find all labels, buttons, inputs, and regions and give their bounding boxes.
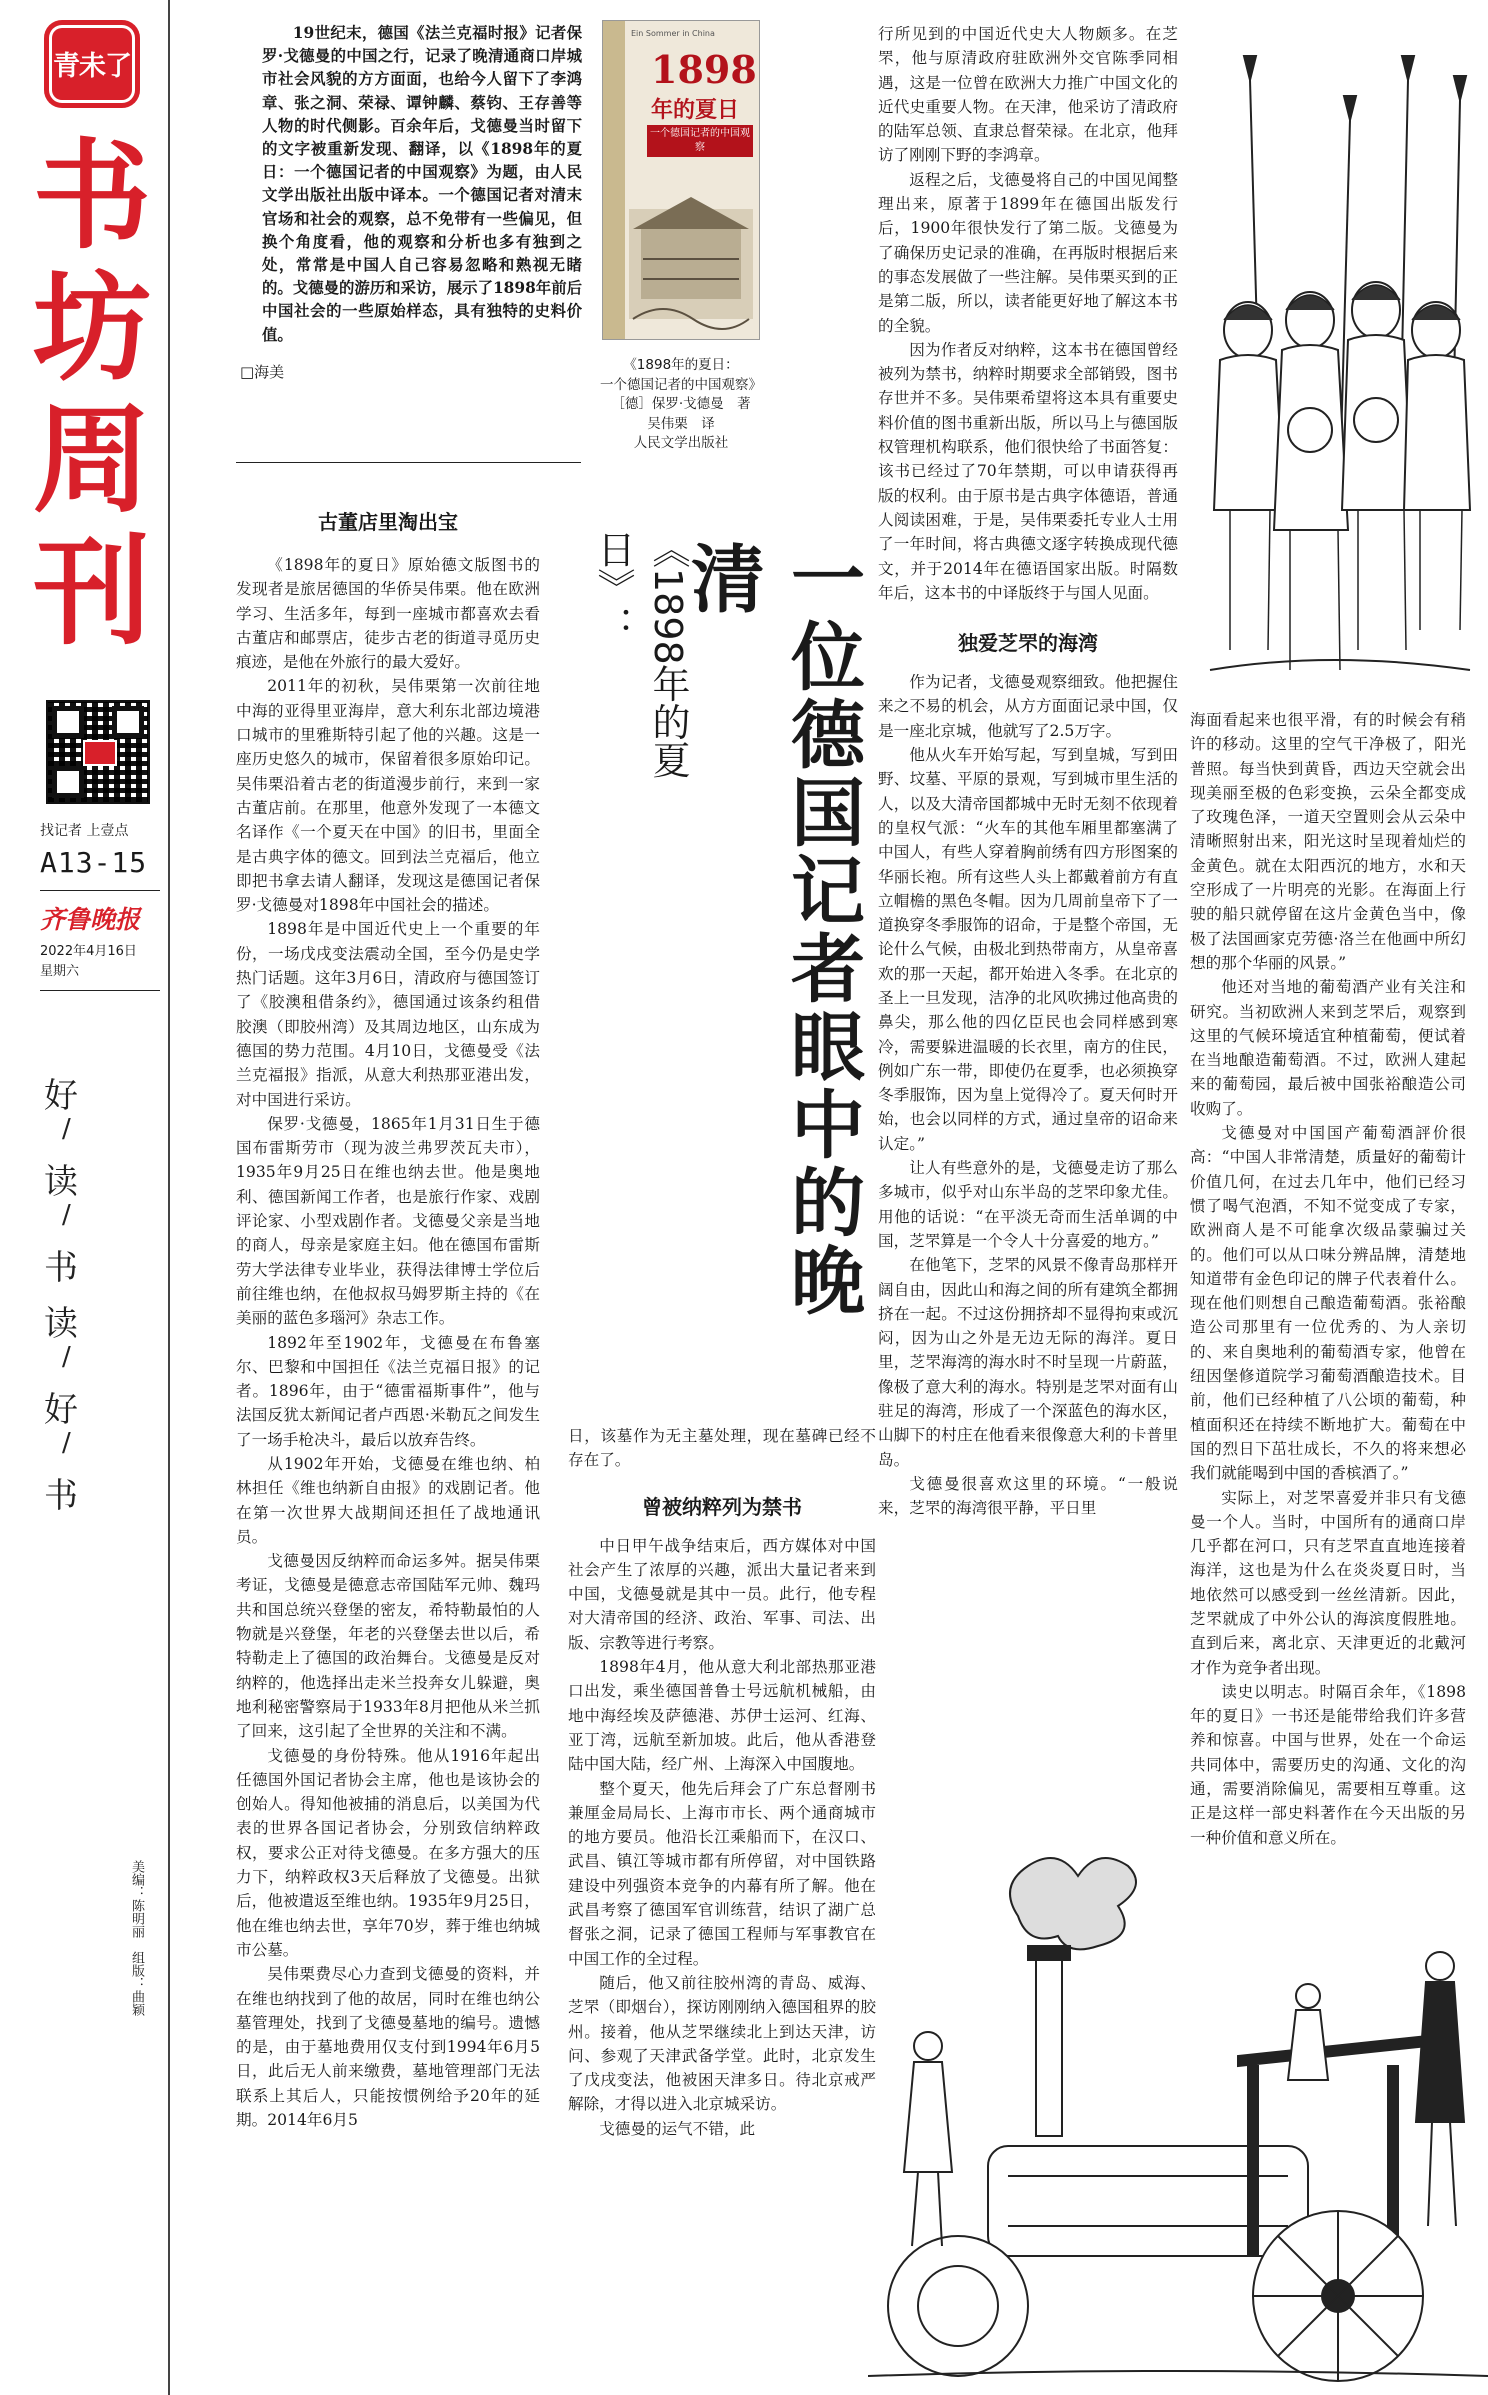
section-2-heading: 曾被纳粹列为禁书 (642, 1494, 802, 1519)
paragraph: 戈德曼的运气不错，此 (599, 2119, 756, 2138)
section-title-char: 坊 (32, 259, 151, 397)
section-2-body (568, 1534, 876, 2141)
section-4-heading: 独爱芝罘的海湾 (958, 631, 1098, 656)
page-range: A13-15 (40, 846, 148, 879)
book-caption-title: 《1898年的夏日： (623, 357, 739, 373)
paragraph: 实际上，对芝罘喜爱并非只有戈德曼一个人。当时，中国所有的通商口岸几乎都在河口，只有芝罘直直地连接着海洋，这也是为什么在炎炎夏日时，当地依然可以感受到一丝丝清新。因此，芝罘就成了中外公认的海滨度假胜地。直到后来，离北京、天津更近的北戴河才作为竞争者出现。 (1190, 1488, 1466, 1677)
section-title-char: 书 (32, 127, 151, 265)
book-cover-tagline: 一个德国记者的中国观察 (647, 125, 753, 157)
intro-text: 19世纪末，德国《法兰克福时报》记者保罗·戈德曼的中国之行，记录了晚清通商口岸城市社会风貌的方方面面，也给今人留下了李鸿章、张之洞、荣禄、谭钟麟、蔡钧、王存善等人物的时代侧影。百余年后，戈德曼当时留下的文字被重新发现、翻译，以《1898年的夏日：一个德国记者的中国观察》为题，由人民文学出版社出版中译本。一个德国记者对清末官场和社会的观察，总不免带有一些偏见，但换个角度看，他的观察和分析也多有独到之处，常常是中国人自己容易忽略和熟视无睹的。戈德曼的游历和采访，展示了1898年前后中国社会的一些原始样态，具有独特的史料价值。 (262, 24, 582, 344)
paragraph: 中日甲午战争结束后，西方媒体对中国社会产生了浓厚的兴趣，派出大量记者来到中国，戈德曼就是其中一员。此行，他专程对大清帝国的经济、政治、军事、司法、出版、宗教等进行考察。 (568, 1536, 876, 1652)
slogan-sep: / (62, 1342, 71, 1372)
intro (240, 22, 582, 382)
paragraph: 让人有些意外的是，戈德曼走访了那么多城市，似乎对山东半岛的芝罘印象尤佳。用他的话说：“在平淡无奇而生活单调的中国，芝罘算是一个令人十分喜爱的地方。” (878, 1159, 1178, 1250)
paragraph: 1898年4月，他从意大利北部热那亚港口出发，乘坐德国普鲁士号远航机械船，由地中海经埃及萨德港、苏伊士运河、红海、亚丁湾，远航至新加坡。此后，他从香港登陆中国大陆，经广州、上海深入中国腹地。 (568, 1658, 876, 1774)
slogan (44, 1068, 124, 1514)
paragraph: 海面看起来也很平滑，有的时候会有稍许的移动。这里的空气干净极了，阳光普照。每当快到黄昏，西边天空就会出现美丽至极的色彩变换，云朵全都变成了玫瑰色泽，一道天空置则会从云朵中清晰照射出来，阳光这时呈现着灿烂的金黄色。就在太阳西沉的地方，水和天空形成了一片明亮的光影。在海面上行驶的船只就停留在这片金黄色当中，像极了法国画家克劳德·洛兰在他画中所幻想的那个华丽的风景。” (1190, 711, 1466, 972)
paragraph: 因为作者反对纳粹，这本书在德国曾经被列为禁书，纳粹时期要求全部销毁，图书存世并不多。吴伟栗希望将这本具有重要史料价值的图书重新出版，所以马上与德国版权管理机构联系，他们很快给了书面答复：该书已经过了70年禁期，可以申请获得再版的权利。由于原书是古典字体德语，普通人阅读困难，于是，吴伟栗委托专业人士用了一年时间，将古典德文逐字转换成现代德文，并于2014年在德语国家出版。时隔数年后，这本书的中译版终于与国人见面。 (878, 340, 1178, 602)
slogan-char: 书 (44, 1476, 78, 1516)
section-1-heading: 古董店里淘出宝 (318, 510, 458, 534)
slogan-char: 读 (44, 1162, 78, 1202)
paragraph: 1898年是中国近代史上一个重要的年份，一场戊戌变法震动全国，至今仍是史学热门话题。这年3月6日，清政府与德国签订了《胶澳租借条约》，德国通过该条约租借胶澳（即胶州湾）及其周边地区，山东成为德国的势力范围。4月10日，戈德曼受《法兰克福报》指派，从意大利热那亚港出发，对中国进行采访。 (236, 920, 540, 1109)
headline-kicker: 《1898年的夏日》： (591, 530, 690, 779)
book-caption-subtitle: 一个德国记者的中国观察》 (600, 376, 762, 393)
slogan-char: 好 (44, 1076, 78, 1116)
paragraph: 作为记者，戈德曼观察细致。他把握住来之不易的机会，从方方面面记录中国，仅是一座北京城，他就写了2.5万字。 (878, 673, 1178, 740)
section-title-char: 刊 (32, 523, 151, 661)
paragraph: 戈德曼很喜欢这里的环境。“一般说来，芝罘的海湾很平静，平日里 (878, 1474, 1178, 1518)
qr-code[interactable] (46, 700, 150, 804)
book-caption-translator: 吴伟栗 译 (647, 415, 715, 432)
book-caption (598, 356, 764, 454)
slogan-char: 读 (44, 1304, 78, 1344)
intro-author: □海美 (240, 362, 285, 381)
section-4-body (878, 670, 1178, 1520)
section-title-char: 周 (32, 391, 151, 529)
paragraph: 整个夏天，他先后拜会了广东总督刚书兼厘金局局长、上海市市长、两个通商城市的地方要员。他沿长江乘船而下，在汉口、武昌、镇江等城市都有所停留，对中国铁路建设中列强资本竞争的内幕有所了解。他在武昌考察了德国军官训练营，结识了湖广总督张之洞，记录了德国工程师与军事教官在中国工作的全过程。 (568, 1779, 876, 1968)
section-1 (236, 478, 540, 2132)
paper-name: 齐鲁晚报 (40, 905, 141, 934)
book-cover-subtitle: 年的夏日 (651, 98, 740, 123)
book-caption-author: ［德］保罗·戈德曼 著 (611, 396, 751, 412)
app-logo-text: 青未了 (53, 51, 131, 82)
slogan-char: 好 (44, 1390, 78, 1430)
issue-date: 2022年4月16日 (40, 944, 137, 959)
app-logo[interactable] (44, 20, 140, 108)
paragraph: 随后，他又前往胶州湾的青岛、威海、芝罘（即烟台），探访刚刚纳入德国租界的胶州。接着，他从芝罘继续北上到达天津，访问、参观了天津武备学堂。此时，北京发生了戊戌变法，他被困天津多日。待北京戒严解除，才得以进入北京城采访。 (568, 1973, 876, 2114)
masthead (0, 0, 168, 2395)
paragraph: 从1902年开始，戈德曼在维也纳、柏林担任《维也纳新自由报》的戏剧记者。他在第一次世界大战期间还担任了战地通讯员。 (236, 1454, 540, 1546)
paragraph: 返程之后，戈德曼将自己的中国见闻整理出来，原著于1899年在德国出版发行后，1900年很快发行了第二版。戈德曼为了确保历史记录的准确，在再版时根据后来的事态发展做了一些注解。吴伟栗买到的正是第二版，所以，读者能更好地了解这本书的全貌。 (878, 170, 1178, 335)
book-cover-german: Ein Sommer in China (631, 29, 715, 38)
paragraph: 行所见到的中国近代史大人物颇多。在芝罘，他与原清政府驻欧洲外交官陈季同相遇，这是一位曾在欧洲大力推广中国文化的近代史重要人物。在天津，他采访了清政府的陆军总领、直隶总督荣禄。在北京，他拜访了刚刚下野的李鸿章。 (878, 25, 1178, 165)
section-3-body (878, 22, 1178, 605)
paragraph: 在他笔下，芝罘的风景不像青岛那样开阔自由，因此山和海之间的所有建筑全都拥挤在一起。不过这份拥挤却不显得拘束或沉闷，因为山之外是无边无际的海洋。夏日里，芝罘海湾的海水时不时呈现一片蔚蓝，像极了意大利的海水。特别是芝罘对面有山驻足的海湾，形成了一个深蓝色的海水区，山脚下的村庄在他看来很像意大利的卡普里岛。 (878, 1256, 1178, 1469)
headline-main: 一位德国记者眼中的晚清 (679, 540, 865, 1320)
book-caption-publisher: 人民文学出版社 (633, 435, 729, 451)
editor-credits: 美编：陈明丽 组版：曲颖 (129, 1860, 144, 2016)
qr-caption: 找记者 上壹点 (40, 823, 129, 839)
paragraph: 保罗·戈德曼，1865年1月31日生于德国布雷斯劳市（现为波兰弗罗茨瓦夫市），1935年9月25日在维也纳去世。他是奥地利、德国新闻工作者，也是旅行作家、戏剧评论家、小型戏剧作者。戈德曼父亲是当地的商人，母亲是家庭主妇。他在德国布雷斯劳大学法律专业毕业，获得法律博士学位后前往维也纳，在他叔叔马姆罗斯主持的《在美丽的蓝色多瑙河》杂志工作。 (236, 1114, 540, 1328)
paragraph: 吴伟栗费尽心力查到戈德曼的资料，并在维也纳找到了他的故居，同时在维也纳公墓管理处，找到了戈德曼墓地的编号。遗憾的是，由于墓地费用仅支付到1994年6月5日，此后无人前来缴费，墓地管理部门无法联系上其后人，只能按惯例给予20年的延期。2014年6月5 (236, 1965, 540, 2129)
section-5 (1190, 708, 1466, 1850)
paragraph: 《1898年的夏日》原始德文版图书的发现者是旅居德国的华侨吴伟栗。他在欧洲学习、生活多年，每到一座城市都喜欢去看古董店和邮票店，徒步古老的街道寻觅历史痕迹，是他在外旅行的最大爱好。 (236, 556, 540, 672)
paragraph: 他还对当地的葡萄酒产业有关注和研究。当初欧洲人来到芝罘后，观察到这里的气候环境适宜种植葡萄，便试着在当地酿造葡萄酒。不过，欧洲人建起来的葡萄园，最后被中国张裕酿造公司收购了。 (1190, 978, 1466, 1118)
slogan-sep: / (62, 1428, 71, 1458)
section-title (30, 127, 154, 661)
paragraph: 戈德曼对中国国产葡萄酒評价很高：“中国人非常清楚，质量好的葡萄计价值几何，在过去几年中，他们已经习惯了喝气泡酒，不知不觉变成了专家，欧洲商人是不可能拿次级品蒙骗过关的。他们可以从口味分辨品牌，清楚地知道带有金色印记的牌子代表着什么。现在他们则想自己酿造葡萄酒。张裕酿造公司那里有一位优秀的、为人亲切的、来自奥地利的葡萄酒专家，他曾在纽因堡修道院学习葡萄酒酿造技术。目前，他们已经种植了八公顷的葡萄，种植面积还在持续不断地扩大。葡萄在中国的烈日下茁壮成长，不久的将来想必我们就能喝到中国的香槟酒了。” (1190, 1124, 1466, 1483)
paragraph: 他从火车开始写起，写到皇城，写到田野、坟墓、平原的景观，写到城市里生活的人，以及大清帝国都城中无时无刻不依现着的皇权气派：“火车的其他车厢里都塞满了中国人，有些人穿着胸前绣有四方形图案的华丽长袍。所有这些人头上都戴着前方有直立帽檐的黑色冬帽。因为几周前皇帝下了一道换穿冬季服饰的诏命，于是整个帝国，无论什么气候，由极北到热带南方，从皇帝喜欢的那一天起，都开始进入冬季。在北京的圣上一旦发现，洁净的北风吹拂过他高贵的鼻尖，那么他的四亿臣民也会同样感到寒冷，需要躲进温暖的长衣里，南方的住民，例如广东一带，即使仍在夏季，也必须换穿冬季服饰，因为皇上觉得冷了。夏天何时开始，也会以同样的方式，通过皇帝的诏命来认定。” (878, 746, 1178, 1153)
section-2 (568, 1424, 876, 2141)
paragraph: 戈德曼因反纳粹而命运多舛。据吴伟栗考证，戈德曼是德意志帝国陆军元帅、魏玛共和国总统兴登堡的密友，希特勒最怕的人物就是兴登堡，年老的兴登堡去世以后，希特勒走上了德国的政治舞台。戈德曼是反对纳粹的，他选择出走米兰投奔女儿躲避，奥地利秘密警察局于1933年8月把他从米兰抓了回来，这引起了全世界的关注和不满。 (236, 1552, 540, 1741)
book-cover-illustration (603, 169, 759, 339)
section-3 (878, 22, 1178, 1521)
book-cover (602, 20, 760, 340)
section-1-body (236, 553, 540, 2132)
issue-weekday: 星期六 (40, 964, 80, 979)
soldiers-illustration (1190, 10, 1480, 700)
paragraph: 戈德曼的身份特殊。他从1916年起出任德国外国记者协会主席，他也是该协会的创始人。得知他被捕的消息后，以美国为代表的世界各国记者协会，分别致信纳粹政权，要求公正对待戈德曼。在多方强大的压力下，纳粹政权3天后释放了戈德曼。出狱后，他被遣返至维也纳。1935年9月25日，他在维也纳去世，享年70岁，葬于维也纳城市公墓。 (236, 1746, 540, 1959)
slogan-sep: / (62, 1200, 71, 1230)
book-cover-title: 1898 (651, 47, 757, 92)
section-5-body (1190, 708, 1466, 1850)
section-2-lead: 日，该墓作为无主墓处理，现在墓碑已经不存在了。 (568, 1427, 876, 1470)
paragraph: 读史以明志。时隔百余年，《1898年的夏日》一书还是能带给我们许多营养和惊喜。中国与世界，处在一个命运共同体中，需要历史的沟通、文化的沟通，需要消除偏见，需要相互尊重。这正是这样一部史料著作在今天出版的另一种价值和意义所在。 (1190, 1682, 1466, 1847)
paragraph: 1892年至1902年，戈德曼在布鲁塞尔、巴黎和中国担任《法兰克福日报》的记者。1896年，由于“德雷福斯事件”，他与法国反犹太新闻记者卢西恩·米勒瓦之间发生了一场手枪决斗，最后以放弃告终。 (236, 1333, 540, 1449)
steam-roller-illustration (868, 1846, 1488, 2386)
slogan-char: 书 (44, 1248, 78, 1288)
slogan-sep: / (62, 1114, 71, 1144)
paragraph: 2011年的初秋，吴伟栗第一次前往地中海的亚得里亚海岸，意大利东北部边境港口城市的里雅斯特引起了他的兴趣。这是一座历史悠久的城市，保留着很多原始印记。吴伟栗沿着古老的街道漫步前行，来到一家古董店前。在那里，他意外发现了一本德文名译作《一个夏天在中国》的旧书，里面全是古典字体的德文。回到法兰克福后，他立即把书拿去请人翻译，发现这是德国记者保罗·戈德曼对1898年中国社会的描述。 (236, 677, 540, 915)
